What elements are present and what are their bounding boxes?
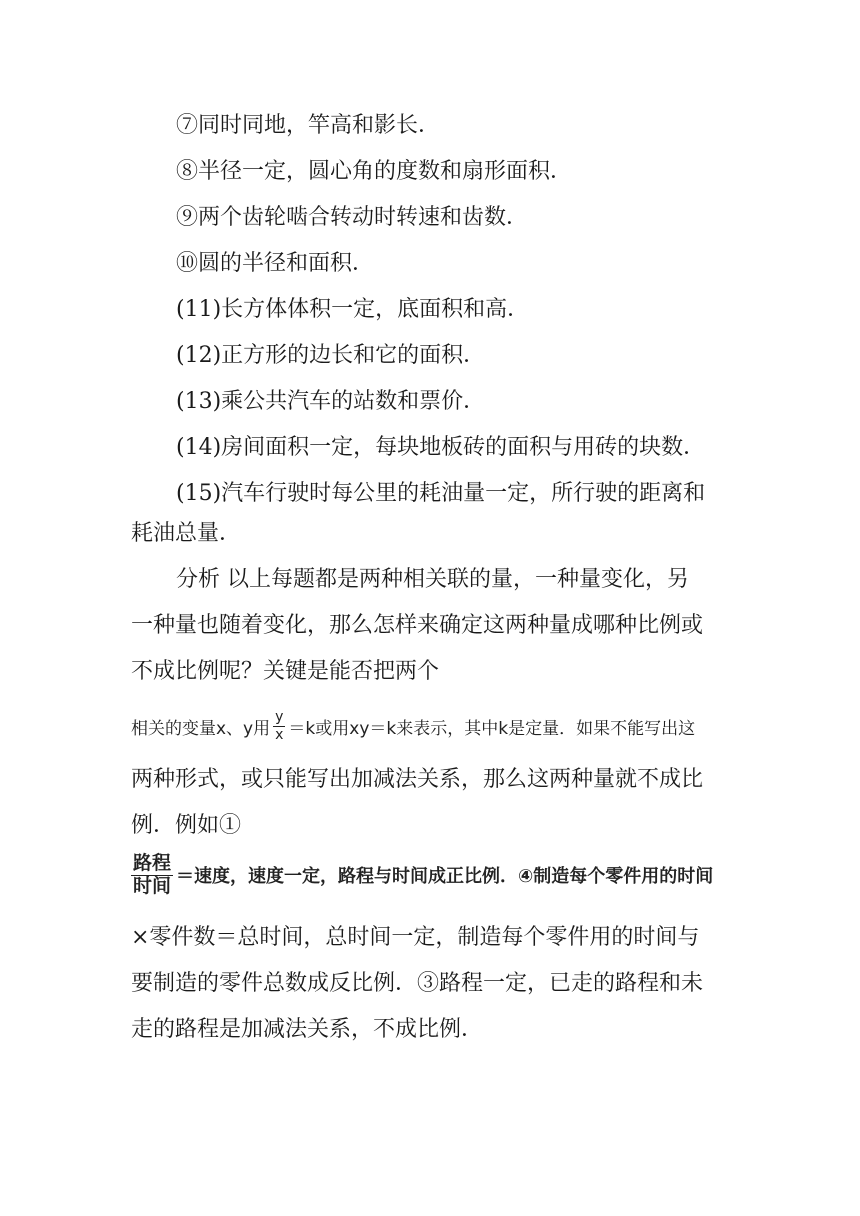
list-item: (14)房间面积一定，每块地板砖的面积与用砖的块数． bbox=[176, 435, 706, 460]
list-item: (11)长方体体积一定，底面积和高． bbox=[176, 297, 530, 322]
list-item: ⑩圆的半径和面积． bbox=[176, 251, 375, 276]
fraction-numerator: y bbox=[275, 709, 284, 726]
fraction-denominator: 时间 bbox=[133, 874, 172, 897]
fraction-distance-over-time bbox=[131, 853, 173, 898]
list-item: ⑦同时同地，竿高和影长． bbox=[176, 113, 441, 138]
analysis-line: 不成比例呢？关键是能否把两个 bbox=[131, 659, 440, 684]
fraction-y-over-x bbox=[273, 709, 285, 742]
analysis-line: 例．例如① bbox=[131, 813, 242, 838]
analysis-line: 两种形式，或只能写出加减法关系，那么这两种量就不成比 bbox=[131, 767, 704, 792]
formula-prefix: 相关的变量x、y用 bbox=[131, 718, 271, 739]
fraction-numerator: 路程 bbox=[133, 851, 172, 874]
list-item-continuation: 耗油总量． bbox=[131, 521, 242, 546]
formula-suffix: ＝k或用xy＝k来表示，其中k是定量．如果不能写出这 bbox=[288, 718, 696, 739]
analysis-line: 分析 以上每题都是两种相关联的量，一种量变化，另 bbox=[176, 567, 689, 592]
list-item: ⑧半径一定，圆心角的度数和扇形面积． bbox=[176, 159, 573, 184]
analysis-line: 走的路程是加减法关系，不成比例． bbox=[131, 1017, 484, 1042]
fraction-denominator: x bbox=[275, 726, 284, 743]
analysis-line: 要制造的零件总数成反比例．③路程一定，已走的路程和未 bbox=[131, 971, 704, 996]
analysis-line: ×零件数＝总时间，总时间一定，制造每个零件用的时间与 bbox=[131, 925, 700, 950]
formula-image-line bbox=[131, 704, 695, 748]
formula-image-line bbox=[131, 848, 713, 902]
list-item: (13)乘公共汽车的站数和票价． bbox=[176, 389, 486, 414]
list-item: (12)正方形的边长和它的面积． bbox=[176, 343, 486, 368]
list-item: ⑨两个齿轮啮合转动时转速和齿数． bbox=[176, 205, 529, 230]
formula-suffix: ＝速度，速度一定，路程与时间成正比例．④制造每个零件用的时间 bbox=[176, 866, 714, 887]
analysis-line: 一种量也随着变化，那么怎样来确定这两种量成哪种比例或 bbox=[131, 613, 704, 638]
list-item: (15)汽车行驶时每公里的耗油量一定，所行驶的距离和 bbox=[176, 481, 706, 506]
